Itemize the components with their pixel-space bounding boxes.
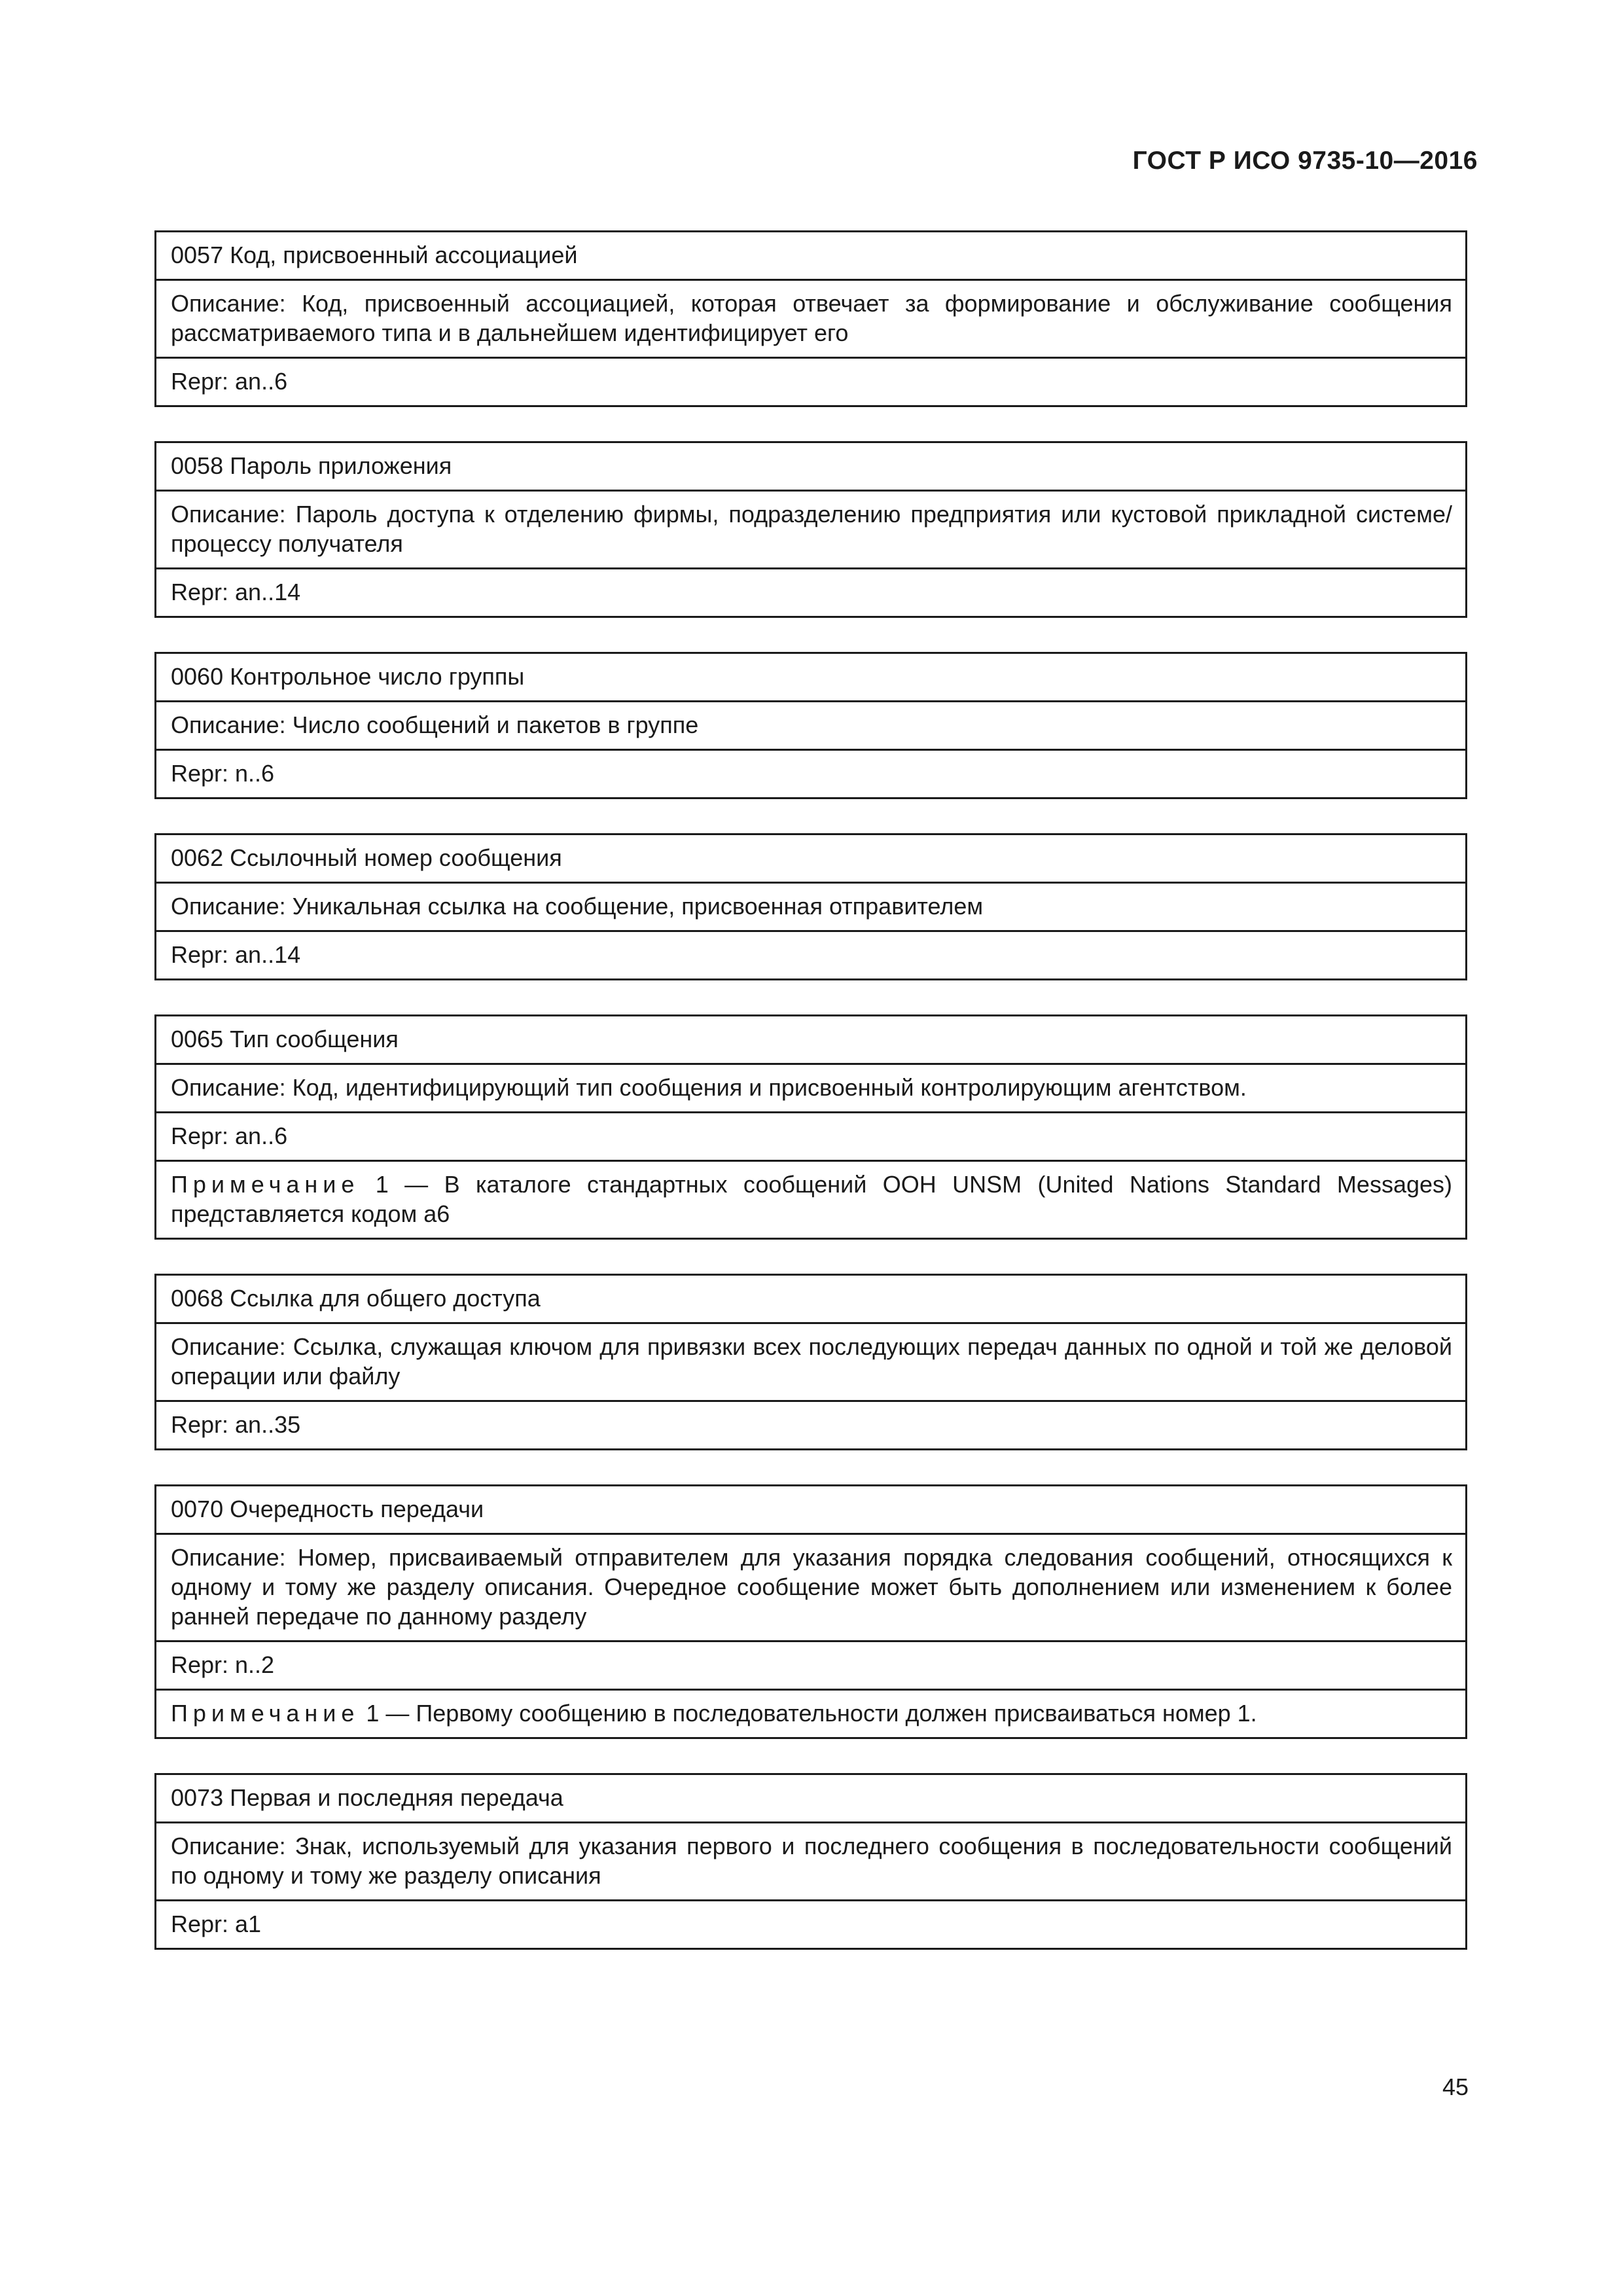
data-element-0065 [154, 1014, 1467, 1240]
element-description: Описание: Пароль доступа к отделению фирмы, подразделению предприятия или кустовой прикладной системе/процессу получателя [156, 490, 1465, 567]
note-text: 1 — В каталоге стандартных сообщений ООН UNSM (United Nations Standard Messages) представляется кодом a6 [171, 1171, 1452, 1227]
data-element-0057 [154, 230, 1467, 407]
data-element-0058 [154, 441, 1467, 618]
element-representation: Repr: an..14 [156, 930, 1465, 978]
element-representation: Repr: a1 [156, 1899, 1465, 1948]
element-description: Описание: Ссылка, служащая ключом для привязки всех последующих передач данных по одной и той же деловой операции или файлу [156, 1322, 1465, 1400]
element-description: Описание: Знак, используемый для указания первого и последнего сообщения в последовательности сообщений по одному и тому же разделу описания [156, 1821, 1465, 1899]
element-representation: Repr: n..6 [156, 749, 1465, 797]
data-element-0070 [154, 1484, 1467, 1739]
element-title: 0057 Код, присвоенный ассоциацией [171, 242, 578, 268]
element-note [156, 1689, 1465, 1737]
data-element-0062 [154, 833, 1467, 980]
data-element-0068 [154, 1274, 1467, 1450]
data-element-list [154, 230, 1467, 1984]
element-description: Описание: Код, присвоенный ассоциацией, которая отвечает за формирование и обслуживание сообщения рассматриваемого типа и в дальнейшем идентифицирует его [156, 279, 1465, 357]
element-title: 0065 Тип сообщения [171, 1026, 399, 1052]
element-representation: Repr: an..14 [156, 567, 1465, 616]
element-title: 0062 Ссылочный номер сообщения [171, 844, 562, 871]
element-description: Описание: Уникальная ссылка на сообщение, присвоенная отправителем [156, 882, 1465, 930]
note-label: Примечание [171, 1171, 360, 1198]
element-description: Описание: Номер, присваиваемый отправителем для указания порядка следования сообщений, относящихся к одному и тому же разделу описания. Очередное сообщение может быть дополнением или изменением к более ранней передаче по данному разделу [156, 1533, 1465, 1640]
element-description: Описание: Число сообщений и пакетов в группе [156, 700, 1465, 749]
data-element-0060 [154, 652, 1467, 799]
element-title: 0073 Первая и последняя передача [171, 1784, 563, 1811]
element-title: 0060 Контрольное число группы [171, 663, 525, 690]
element-title: 0068 Ссылка для общего доступа [171, 1285, 541, 1312]
page-number: 45 [1442, 2073, 1469, 2100]
note-text: 1 — Первому сообщению в последовательности должен присваиваться номер 1. [359, 1700, 1257, 1727]
element-description: Описание: Код, идентифицирующий тип сообщения и присвоенный контролирующим агентством. [156, 1063, 1465, 1111]
element-representation: Repr: an..35 [156, 1400, 1465, 1448]
document-standard-header: ГОСТ Р ИСО 9735-10—2016 [1132, 147, 1478, 175]
element-representation: Repr: an..6 [156, 357, 1465, 405]
element-representation: Repr: n..2 [156, 1640, 1465, 1689]
element-note [156, 1160, 1465, 1238]
note-label: Примечание [171, 1700, 360, 1727]
element-representation: Repr: an..6 [156, 1111, 1465, 1160]
data-element-0073 [154, 1773, 1467, 1950]
element-title: 0058 Пароль приложения [171, 452, 452, 479]
element-title: 0070 Очередность передачи [171, 1496, 484, 1522]
